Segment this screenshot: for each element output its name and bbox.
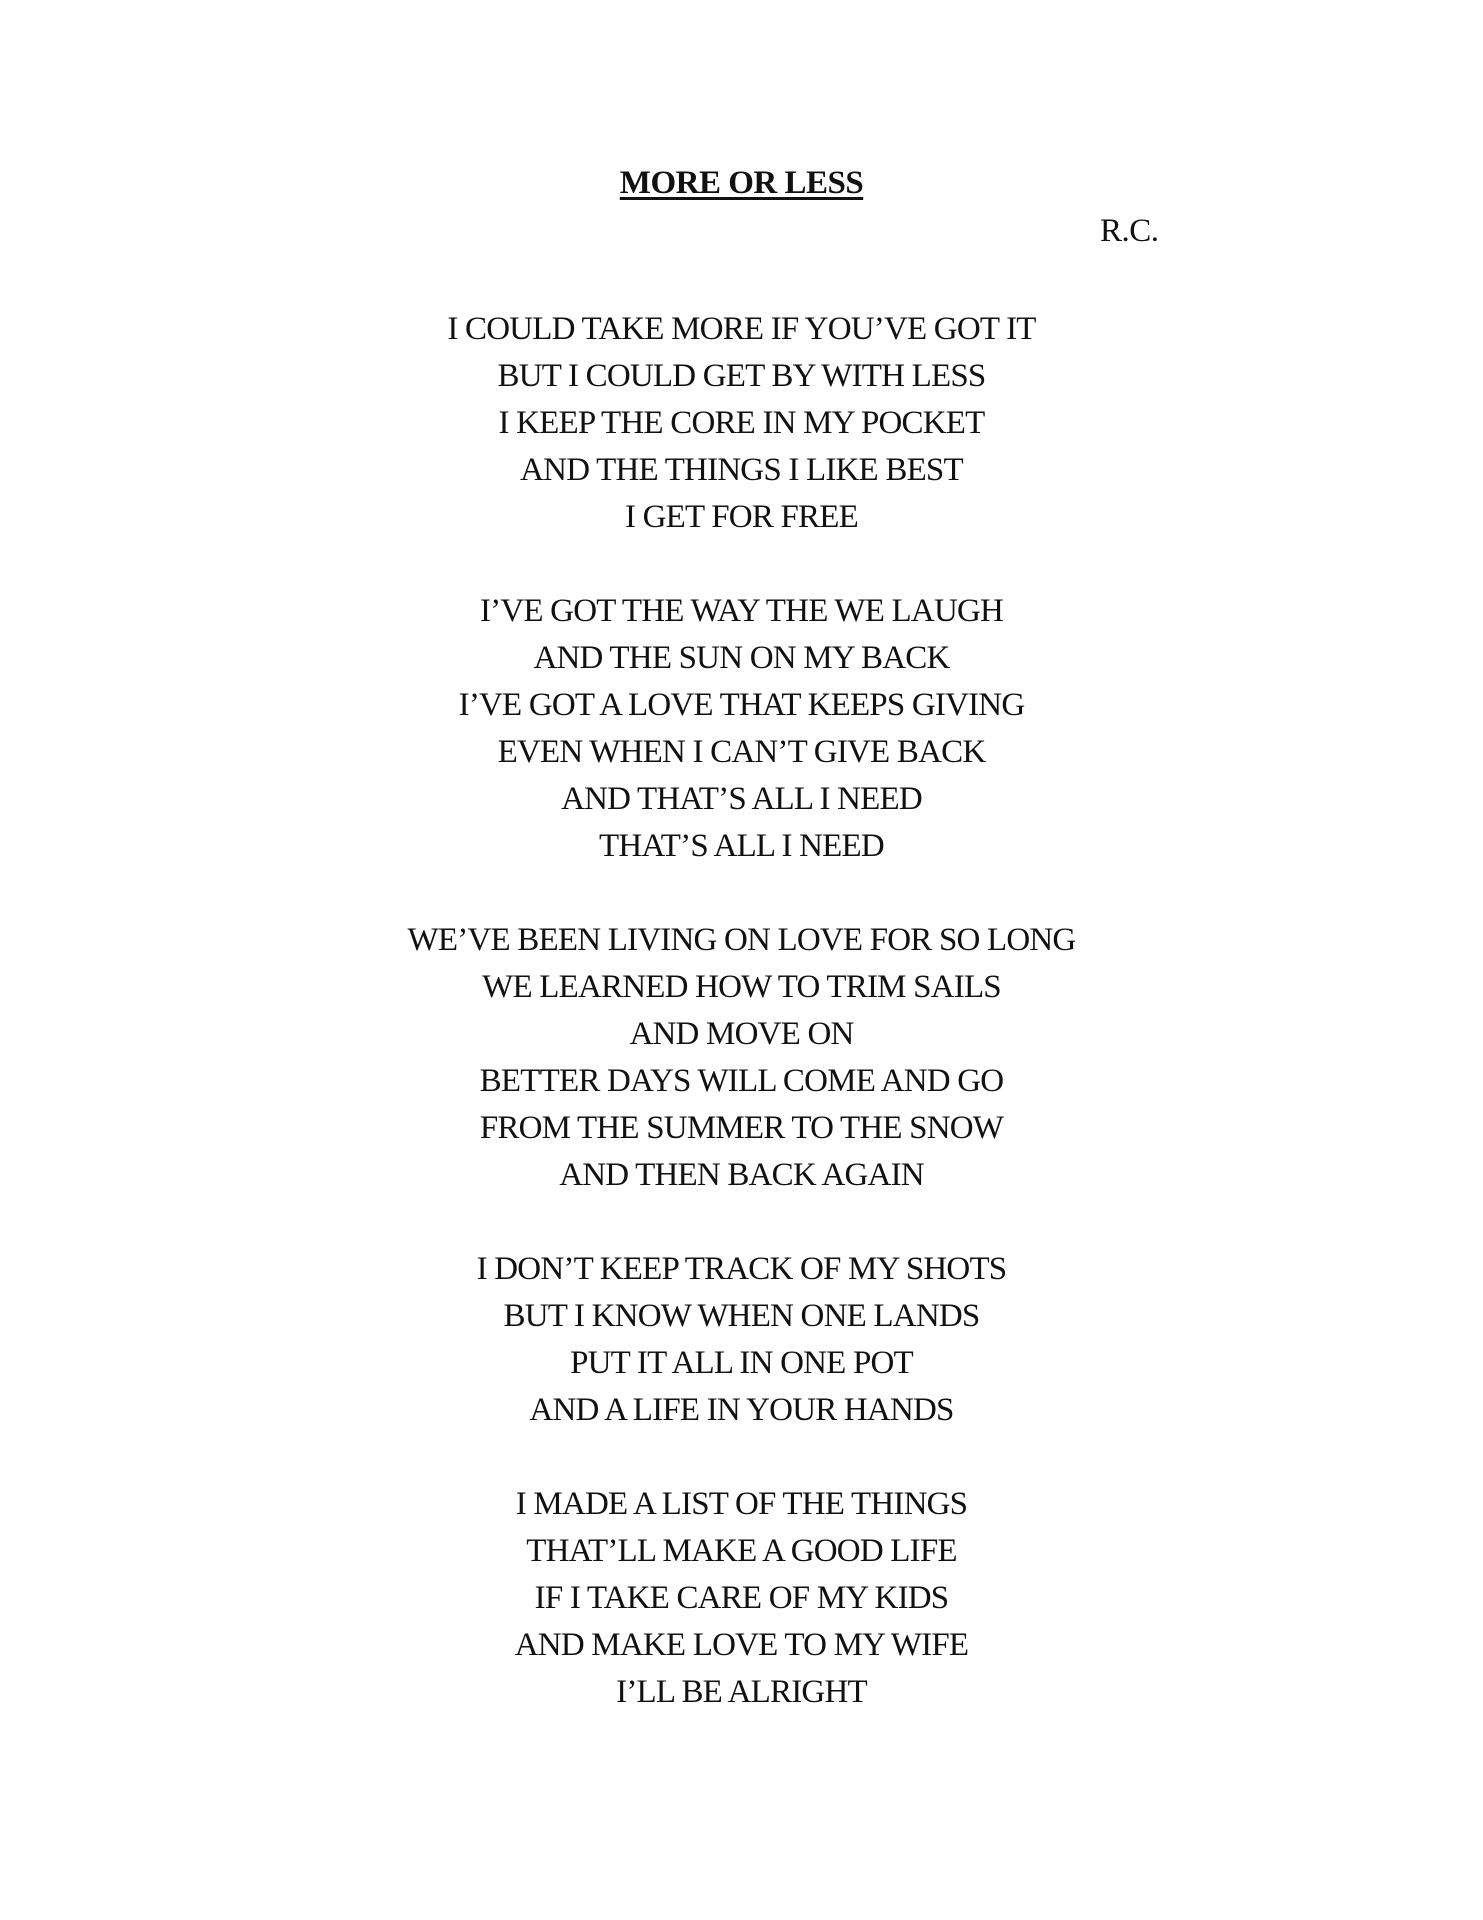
poem-line: FROM THE SUMMER TO THE SNOW [479, 1110, 1004, 1146]
poem-line: BETTER DAYS WILL COME AND GO [479, 1063, 1004, 1099]
stanza-1 [0, 306, 1483, 541]
poem-line: AND THAT’S ALL I NEED [561, 781, 922, 817]
poem-line: I KEEP THE CORE IN MY POCKET [498, 405, 985, 441]
poem-line: AND THE THINGS I LIKE BEST [520, 452, 963, 488]
poem-line: WE’VE BEEN LIVING ON LOVE FOR SO LONG [407, 922, 1076, 958]
poem-line: I MADE A LIST OF THE THINGS [515, 1486, 968, 1522]
poem-line: IF I TAKE CARE OF MY KIDS [534, 1580, 949, 1616]
poem-line: AND THE SUN ON MY BACK [533, 640, 950, 676]
poem-body [0, 306, 1483, 1763]
poem-line: I’LL BE ALRIGHT [616, 1674, 867, 1710]
stanza-5 [0, 1481, 1483, 1716]
poem-line: THAT’LL MAKE A GOOD LIFE [526, 1533, 957, 1569]
stanza-4 [0, 1246, 1483, 1434]
stanza-2 [0, 588, 1483, 870]
poem-line: I’VE GOT THE WAY THE WE LAUGH [479, 593, 1004, 629]
poem-line: AND THEN BACK AGAIN [559, 1157, 924, 1193]
poem-line: AND MAKE LOVE TO MY WIFE [514, 1627, 969, 1663]
poem-line: BUT I COULD GET BY WITH LESS [497, 358, 986, 394]
poem-title: MORE OR LESS [619, 165, 864, 201]
poem-line: EVEN WHEN I CAN’T GIVE BACK [497, 734, 986, 770]
poem-line: BUT I KNOW WHEN ONE LANDS [503, 1298, 980, 1334]
poem-line: AND A LIFE IN YOUR HANDS [529, 1392, 954, 1428]
poem-line: I DON’T KEEP TRACK OF MY SHOTS [476, 1251, 1007, 1287]
poem-line: PUT IT ALL IN ONE POT [570, 1345, 913, 1381]
poem-line: I’VE GOT A LOVE THAT KEEPS GIVING [458, 687, 1025, 723]
stanza-3 [0, 917, 1483, 1199]
poem-line: WE LEARNED HOW TO TRIM SAILS [482, 969, 1001, 1005]
poem-line: THAT’S ALL I NEED [599, 828, 884, 864]
author-initials: R.C. [1100, 213, 1159, 249]
poem-line: I GET FOR FREE [625, 499, 858, 535]
poem-line: AND MOVE ON [629, 1016, 854, 1052]
poem-line: I COULD TAKE MORE IF YOU’VE GOT IT [447, 311, 1036, 347]
